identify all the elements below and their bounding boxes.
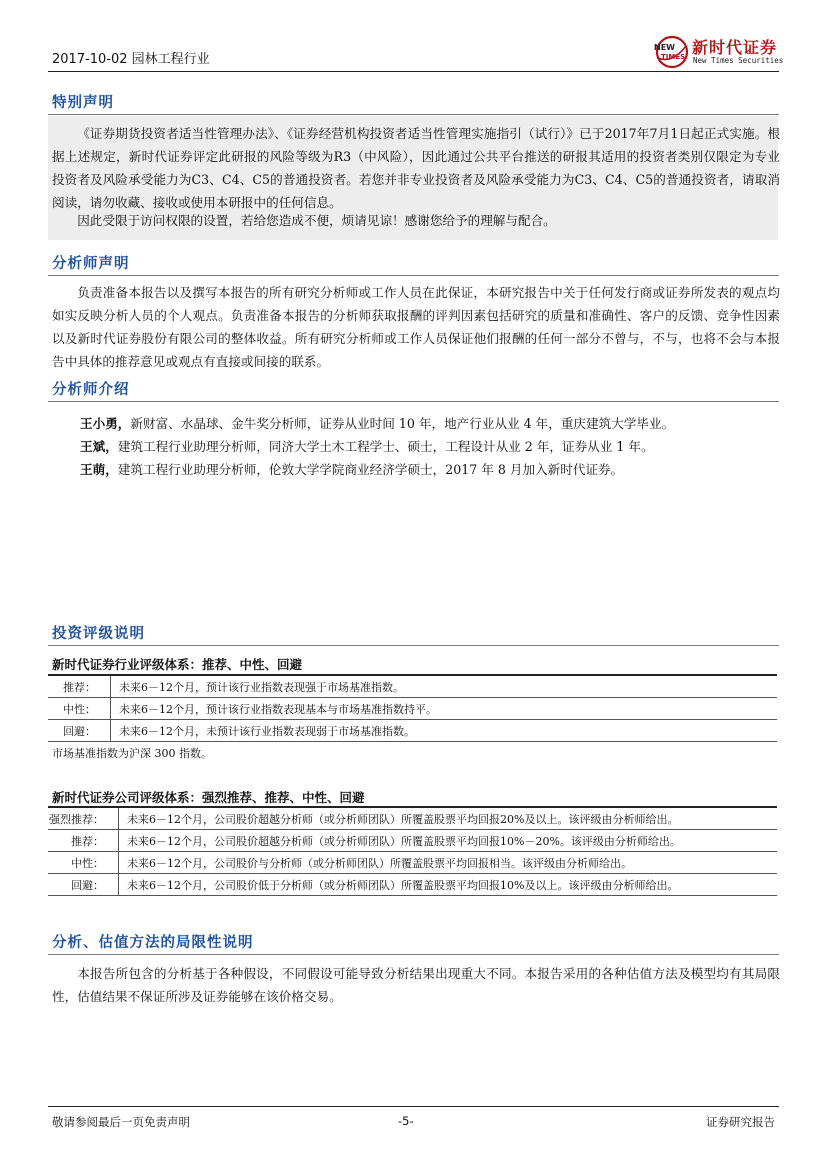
table-row [48,698,777,720]
table-row [48,807,777,830]
rating-description: 未来6－12个月，公司股价超越分析师（或分析师团队）所覆盖股票平均回报20%及以上。该评级由分析师给出。 [119,807,778,830]
footer-disclaimer-link: 敬请参阅最后一页免责声明 [52,1115,190,1129]
analyst-entry [80,459,623,478]
svg-text:TIMES: TIMES [661,53,686,61]
analyst-statement-title: 分析师声明 [52,256,130,272]
analyst-bio: 建筑工程行业助理分析师，同济大学土木工程学士、硕士，工程设计从业 2 年，证券从业 1 年。 [117,439,654,454]
logo-emblem-icon [652,34,690,70]
benchmark-note: 市场基准指数为沪深 300 指数。 [52,747,212,760]
company-logo [652,34,782,70]
header-date-sector: 2017-10-02 园林工程行业 [52,52,210,67]
rating-label: 强烈推荐： [48,807,119,830]
svg-text:NEW: NEW [654,43,675,52]
limitations-rule [48,954,779,955]
rating-description: 未来6－12个月，预计该行业指数表现强于市场基准指数。 [111,675,778,698]
industry-rating-table [48,674,777,742]
rating-description: 未来6－12个月，公司股价低于分析师（或分析师团队）所覆盖股票平均回报10%及以上。该评级由分析师给出。 [119,874,778,896]
table-row [48,852,777,874]
analyst-entry [80,413,674,432]
company-rating-table [48,806,777,896]
footer-report-type: 证券研究报告 [706,1115,775,1129]
analyst-statement-rule [48,275,779,276]
rating-description: 未来6－12个月，未预计该行业指数表现弱于市场基准指数。 [111,720,778,742]
special-notice-rule [48,114,779,115]
rating-description: 未来6－12个月，公司股价超越分析师（或分析师团队）所覆盖股票平均回报10%－20%。该评级由分析师给出。 [119,830,778,852]
table-row [48,720,777,742]
rating-description: 未来6－12个月，预计该行业指数表现基本与市场基准指数持平。 [111,698,778,720]
limitations-paragraph: 本报告所包含的分析基于各种假设，不同假设可能导致分析结果出现重大不同。本报告采用的各种估值方法及模型均有其局限性，估值结果不保证所涉及证券能够在该价格交易。 [52,966,780,1004]
analyst-statement-paragraph: 负责准备本报告以及撰写本报告的所有研究分析师或工作人员在此保证，本研究报告中关于任何发行商或证券所发表的观点均如实反映分析人员的个人观点。负责准备本报告的分析师获取报酬的评判因素包括研究的质量和准确性、客户的反馈、竞争性因素以及新时代证券股份有限公司的整体收益。所有研究分析师或工作人员保证他们报酬的任何一部分不曾与，不与，也将不会与本报告中具体的推荐意见或观点有直接或间接的联系。 [52,285,780,369]
rating-rule [48,645,779,646]
table-row [48,675,777,698]
rating-label: 回避： [48,874,119,896]
header-rule [48,71,779,72]
rating-title: 投资评级说明 [52,626,145,642]
rating-label: 中性： [48,852,119,874]
rating-label: 推荐： [48,830,119,852]
analyst-name: 王斌， [80,439,118,454]
analyst-bio: 新财富、水晶球、金牛奖分析师，证券从业时间 10 年，地产行业从业 4 年，重庆建筑大学毕业。 [130,416,675,431]
table-row [48,830,777,852]
footer-rule [48,1106,779,1107]
special-notice-paragraph-1: 《证券期货投资者适当性管理办法》、《证券经营机构投资者适当性管理实施指引（试行）》已于2017年7月1日起正式实施。根据上述规定，新时代证券评定此研报的风险等级为R3（中风险），因此通过公共平台推送的研报其适用的投资者类别仅限定为专业投资者及风险承受能力为C3、C4、C5的普通投资者。若您并非专业投资者及风险承受能力为C3、C4、C5的普通投资者，请取消阅读，请勿收藏、接收或使用本研报中的任何信息。 [52,126,780,210]
rating-label: 推荐： [48,675,111,698]
special-notice-title: 特别声明 [52,95,114,111]
rating-description: 未来6－12个月，公司股价与分析师（或分析师团队）所覆盖股票平均回报相当。该评级由分析师给出。 [119,852,778,874]
analyst-intro-rule [48,401,779,402]
rating-label: 回避： [48,720,111,742]
analyst-entry [80,436,654,455]
analyst-intro-title: 分析师介绍 [52,382,130,398]
company-rating-title: 新时代证券公司评级体系：强烈推荐、推荐、中性、回避 [52,790,365,805]
table-row [48,874,777,896]
industry-rating-title: 新时代证券行业评级体系：推荐、中性、回避 [52,657,303,672]
rating-label: 中性： [48,698,111,720]
analyst-name: 王小勇， [80,416,131,431]
analyst-name: 王萌， [80,462,118,477]
page-number: -5- [398,1114,414,1128]
logo-english-name: New Times Securities [693,56,784,65]
logo-chinese-name: 新时代证券 [692,38,778,57]
special-notice-paragraph-2: 因此受限于访问权限的设置，若给您造成不便，烦请见谅！感谢您给予的理解与配合。 [77,213,556,228]
limitations-title: 分析、估值方法的局限性说明 [52,935,254,951]
analyst-bio: 建筑工程行业助理分析师，伦敦大学学院商业经济学硕士，2017 年 8 月加入新时代证券。 [117,462,624,477]
